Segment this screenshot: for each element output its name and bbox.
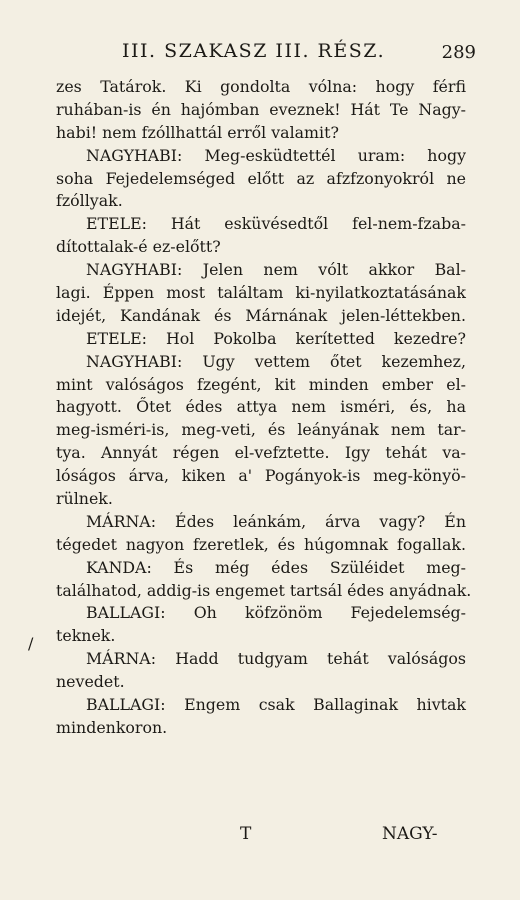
running-title: III. SZAKASZ III. RÉSZ. xyxy=(122,40,386,62)
page-header xyxy=(60,40,488,70)
speech-line: MÁRNA: Hadd tudgyam tehát valóságos xyxy=(86,649,466,669)
text-line: mint valóságos fzegént, kit minden ember el- xyxy=(56,374,466,394)
speech-line: BALLAGI: Engem csak Ballaginak hivtak xyxy=(86,695,466,715)
speech-line: NAGYHABI: Ugy vettem őtet kezemhez, xyxy=(86,351,466,371)
signature-mark: T xyxy=(240,824,255,844)
text-line: zes Tatárok. Ki gondolta vólna: hogy férfi xyxy=(56,77,466,96)
speech-line: NAGYHABI: Meg-esküdtettél uram: hogy xyxy=(86,145,466,165)
speech-line: KANDA: És még édes Szüléidet meg- xyxy=(86,557,466,577)
text-line: fzóllyak. xyxy=(56,191,123,211)
text-line: lagi. Éppen most találtam ki-nyilatkoztatásának xyxy=(56,283,466,303)
speech-line: ETELE: Hol Pokolba kerítetted kezedre? xyxy=(86,328,466,348)
text-line: meg-isméri-is, meg-veti, és leányának nem tar- xyxy=(56,420,466,440)
text-line: mindenkoron. xyxy=(56,717,168,737)
page-footer xyxy=(0,820,520,850)
text-line: nevedet. xyxy=(56,672,125,692)
catchword: NAGY- xyxy=(382,824,438,844)
page-body xyxy=(56,76,472,740)
text-line: habi! nem fzóllhattál erről valamit? xyxy=(56,122,339,142)
page-number: 289 xyxy=(441,42,476,63)
speech-line: NAGYHABI: Jelen nem vólt akkor Bal- xyxy=(86,260,466,280)
speech-line: BALLAGI: Oh köfzönöm Fejedelemség- xyxy=(86,603,466,623)
text-line: tégedet nagyon fzeretlek, és húgomnak fogallak. xyxy=(56,534,466,554)
margin-mark: / xyxy=(28,634,34,653)
speech-line: MÁRNA: Édes leánkám, árva vagy? Én xyxy=(86,511,466,531)
text-line: találhatod, addig-is engemet tartsál édes anyádnak. xyxy=(56,580,472,600)
text-line: idejét, Kandának és Márnának jelen-léttekben. xyxy=(56,305,466,325)
text-line: rülnek. xyxy=(56,489,113,509)
speech-line: ETELE: Hát esküvésedtől fel-nem-fzaba- xyxy=(86,214,466,234)
text-line: lóságos árva, kiken a' Pogányok-is meg-könyö- xyxy=(56,466,466,486)
text-line: teknek. xyxy=(56,626,116,646)
text-line: soha Fejedelemséged előtt az afzfzonyokról ne xyxy=(56,168,466,188)
text-line: hagyott. Őtet édes attya nem isméri, és, ha xyxy=(56,397,466,417)
text-line: ruhában-is én hajómban eveznek! Hát Te Nagy- xyxy=(56,99,466,119)
text-line: tya. Annyát régen el-vefztette. Igy tehát va- xyxy=(56,443,466,463)
text-line: dítottalak-é ez-előtt? xyxy=(56,237,221,257)
